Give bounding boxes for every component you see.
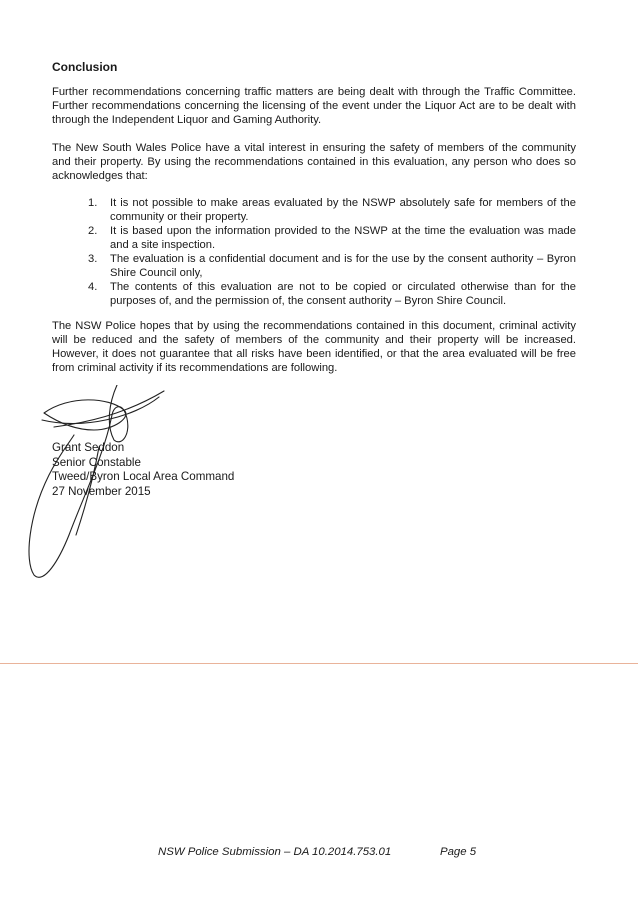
list-item <box>88 280 576 308</box>
paragraph-interest: The New South Wales Police have a vital interest in ensuring the safety of members of the community and their property. By using the recommendations contained in this evaluation, any person who does so acknowledges that: <box>52 142 576 182</box>
list-number: 3. <box>88 253 98 265</box>
list-number: 4. <box>88 281 98 293</box>
signatory-name: Grant Seddon <box>52 441 125 454</box>
list-text: It is not possible to make areas evaluated by the NSWP absolutely safe for members of the community or their property. <box>110 197 576 223</box>
list-item <box>88 252 576 280</box>
list-text: The contents of this evaluation are not to be copied or circulated otherwise than for the purposes of, and the permission of, the consent authority – Byron Shire Council. <box>110 281 576 307</box>
acknowledgement-list <box>88 196 576 308</box>
signatory-date: 27 November 2015 <box>52 484 151 498</box>
list-number: 1. <box>88 197 98 209</box>
paragraph-disclaimer: The NSW Police hopes that by using the recommendations contained in this document, criminal activity will be reduced and the safety of members of the community and their property will be increased. However, it does not guarantee that all risks have been identified, or that the area evaluated will be free from criminal activity if its recommendations are following. <box>52 320 576 374</box>
list-item <box>88 196 576 224</box>
paragraph-traffic: Further recommendations concerning traffic matters are being dealt with through the Traffic Committee. Further recommendations concerning the licensing of the event under the Liquor Act are to be dealt with through the Independent Liquor and Gaming Authority. <box>52 86 576 126</box>
divider-line <box>0 663 638 664</box>
page-number: Page 5 <box>440 846 477 858</box>
signature-block <box>52 441 234 499</box>
list-text: It is based upon the information provided to the NSWP at the time the evaluation was made and a site inspection. <box>110 225 576 251</box>
signatory-command: Tweed/Byron Local Area Command <box>52 470 235 483</box>
signatory-rank: Senior Constable <box>52 455 141 469</box>
list-number: 2. <box>88 225 98 237</box>
list-item <box>88 224 576 252</box>
section-heading: Conclusion <box>52 60 118 74</box>
list-text: The evaluation is a confidential document and is for the use by the consent authority – Byron Shire Council only, <box>110 253 576 279</box>
footer-title: NSW Police Submission – DA 10.2014.753.01 <box>158 846 392 858</box>
